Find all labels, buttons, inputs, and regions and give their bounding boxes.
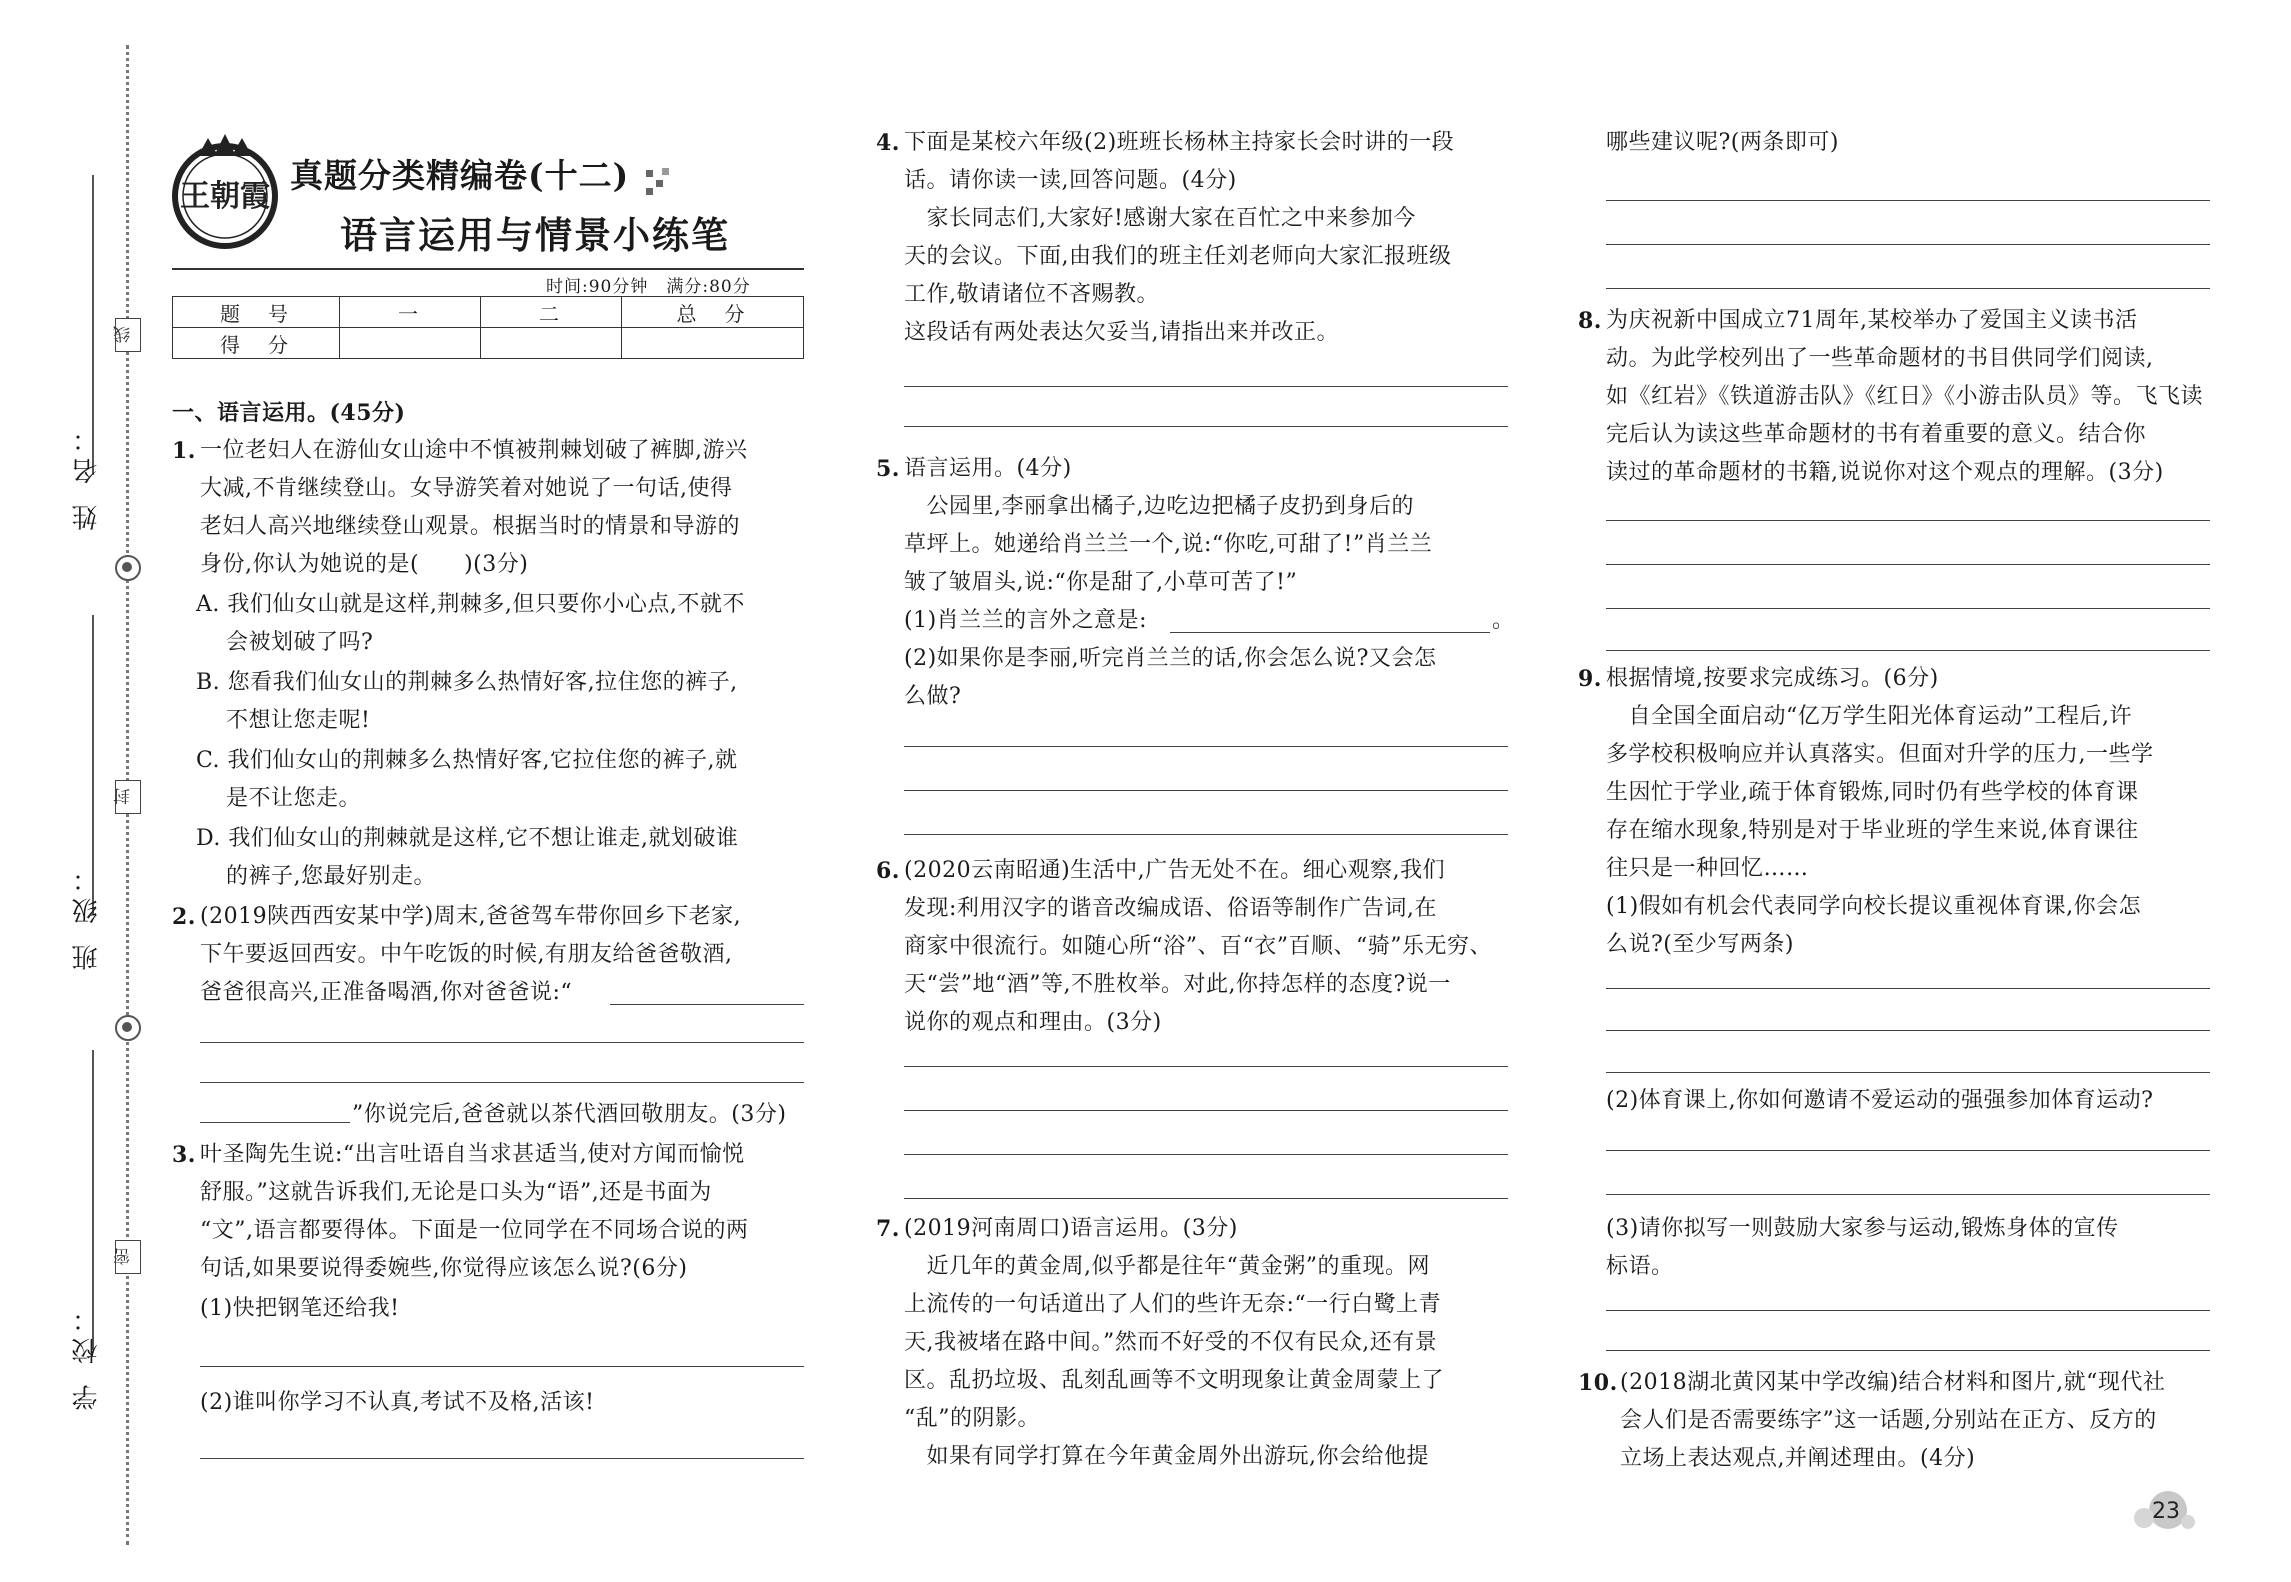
q9-sub2: (2)体育课上,你如何邀请不爱运动的强强参加体育运动? [1606, 1088, 2154, 1113]
page-number: 23 [2152, 1499, 2180, 1524]
score-cell-part1[interactable] [340, 328, 481, 359]
scissor-icon [115, 1015, 141, 1041]
answer-line[interactable] [200, 1082, 804, 1083]
option-c[interactable]: C. 我们仙女山的荆棘多么热情好客,它拉住您的裤子,就 [196, 748, 738, 773]
q9-line: 往只是一种回忆…… [1606, 856, 1809, 881]
q7-line: 区。乱扔垃圾、乱刻乱画等不文明现象让黄金周蒙上了 [904, 1368, 1445, 1393]
question-number: 4. [876, 130, 900, 156]
seal-mark-mi: 密 [115, 1240, 141, 1274]
q2-line: (2019陕西西安某中学)周末,爸爸驾车带你回乡下老家, [200, 904, 742, 929]
score-header-part1: 一 [340, 297, 481, 328]
answer-line[interactable] [904, 1198, 1508, 1199]
class-label: 班 级： [72, 860, 102, 971]
q1-line: 大减,不肯继续登山。女导游笑着对她说了一句话,使得 [200, 476, 733, 501]
q3-sub2: (2)谁叫你学习不认真,考试不及格,活该! [200, 1390, 595, 1415]
answer-line[interactable] [200, 1122, 350, 1123]
score-header-total: 总 分 [622, 297, 804, 328]
q2-line: 爸爸很高兴,正准备喝酒,你对爸爸说:“ [200, 980, 573, 1005]
answer-line[interactable] [904, 790, 1508, 791]
answer-line[interactable] [1606, 1072, 2210, 1073]
q9-line: 多学校积极响应并认真落实。但面对升学的压力,一些学 [1606, 742, 2154, 767]
header-rule [172, 268, 804, 270]
q5-sub2: (2)如果你是李丽,听完肖兰兰的话,你会怎么说?又会怎 [904, 646, 1437, 671]
option-a-cont: 会被划破了吗? [226, 630, 374, 655]
answer-line[interactable] [904, 1154, 1508, 1155]
q4-line: 这段话有两处表达欠妥当,请指出来并改正。 [904, 320, 1339, 345]
time-info: 时间:90分钟 满分:80分 [546, 277, 751, 297]
q4-line: 工作,敬请诸位不吝赐教。 [904, 282, 1159, 307]
seal-mark-feng: 封 [115, 780, 141, 814]
q4-line: 下面是某校六年级(2)班班长杨林主持家长会时讲的一段 [904, 130, 1455, 155]
score-cell-part2[interactable] [481, 328, 622, 359]
question-number: 2. [172, 904, 196, 930]
decor-pixel [656, 180, 663, 187]
answer-line[interactable] [200, 1366, 804, 1367]
q2-end: ”你说完后,爸爸就以茶代酒回敬朋友。(3分) [352, 1102, 787, 1127]
q7-cont: 哪些建议呢?(两条即可) [1606, 130, 1839, 155]
answer-line[interactable] [610, 1004, 804, 1005]
score-header-label: 题 号 [173, 297, 340, 328]
q3-sub1: (1)快把钢笔还给我! [200, 1296, 400, 1321]
q1-line: 身份,你认为她说的是( )(3分) [200, 552, 529, 577]
score-table [172, 296, 804, 359]
answer-line[interactable] [1606, 1150, 2210, 1151]
q9-sub3: (3)请你拟写一则鼓励大家参与运动,锻炼身体的宣传 [1606, 1216, 2119, 1241]
q9-line: 自全国全面启动“亿万学生阳光体育运动”工程后,许 [1606, 704, 2132, 729]
score-header-part2: 二 [481, 297, 622, 328]
q7-line: 上流传的一句话道出了人们的些许无奈:“一行白鹭上青 [904, 1292, 1442, 1317]
q5-sub1: (1)肖兰兰的言外之意是: [904, 608, 1148, 633]
q7-line: 如果有同学打算在今年黄金周外出游玩,你会给他提 [904, 1444, 1429, 1469]
answer-line[interactable] [200, 1458, 804, 1459]
q10-line: 立场上表达观点,并阐述理由。(4分) [1620, 1446, 1976, 1471]
question-number: 1. [172, 438, 196, 464]
answer-line[interactable] [1606, 608, 2210, 609]
q9-line: 生因忙于学业,疏于体育锻炼,同时仍有些学校的体育课 [1606, 780, 2139, 805]
seal-mark-xian: 线 [115, 318, 141, 352]
q7-line: 天,我被堵在路中间。”然而不好受的不仅有民众,还有景 [904, 1330, 1438, 1355]
q5-line: 草坪上。她递给肖兰兰一个,说:“你吃,可甜了!”肖兰兰 [904, 532, 1433, 557]
q1-line: 一位老妇人在游仙女山途中不慎被荆棘划破了裤脚,游兴 [200, 438, 748, 463]
logo-text: 王朝霞 [180, 179, 270, 214]
question-number: 7. [876, 1216, 900, 1242]
answer-line[interactable] [1606, 1194, 2210, 1195]
question-number: 8. [1578, 308, 1602, 334]
option-b[interactable]: B. 您看我们仙女山的荆棘多么热情好客,拉住您的裤子, [196, 670, 738, 695]
option-d-cont: 的裤子,您最好别走。 [226, 864, 436, 889]
q6-line: 天“尝”地“酒”等,不胜枚举。对此,你持怎样的态度?说一 [904, 972, 1451, 997]
answer-line[interactable] [904, 746, 1508, 747]
q9-sub1: (1)假如有机会代表同学向校长提议重视体育课,你会怎 [1606, 894, 2142, 919]
q9-sub1-cont: 么说?(至少写两条) [1606, 932, 1794, 957]
answer-line[interactable] [904, 386, 1508, 387]
q8-line: 为庆祝新中国成立71周年,某校举办了爱国主义读书活 [1606, 308, 2138, 333]
answer-line[interactable] [904, 834, 1508, 835]
section-title: 一、语言运用。(45分) [172, 400, 406, 426]
q3-line: “文”,语言都要得体。下面是一位同学在不同场合说的两 [200, 1218, 749, 1243]
q7-line: 近几年的黄金周,似乎都是往年“黄金粥”的重现。网 [904, 1254, 1430, 1279]
q2-line: 下午要返回西安。中午吃饭的时候,有朋友给爸爸敬酒, [200, 942, 733, 967]
q5-line: 皱了皱眉头,说:“你是甜了,小草可苦了!” [904, 570, 1298, 595]
option-d[interactable]: D. 我们仙女山的荆棘就是这样,它不想让谁走,就划破谁 [196, 826, 739, 851]
answer-line[interactable] [904, 1110, 1508, 1111]
q10-line: 会人们是否需要练字”这一话题,分别站在正方、反方的 [1620, 1408, 2157, 1433]
decor-pixel [662, 168, 669, 175]
score-cell-total[interactable] [622, 328, 804, 359]
answer-line[interactable] [1606, 288, 2210, 289]
q6-line: 发现:利用汉字的谐音改编成语、俗语等制作广告词,在 [904, 896, 1437, 921]
q8-line: 动。为此学校列出了一些革命题材的书目供同学们阅读, [1606, 346, 2154, 371]
answer-line[interactable] [1606, 200, 2210, 201]
q1-line: 老妇人高兴地继续登山观景。根据当时的情景和导游的 [200, 514, 741, 539]
q5-period: 。 [1492, 608, 1515, 633]
q3-line: 句话,如果要说得委婉些,你觉得应该怎么说?(6分) [200, 1256, 688, 1281]
q9-line: 根据情境,按要求完成练习。(6分) [1606, 666, 1939, 691]
q5-line: 语言运用。(4分) [904, 456, 1072, 481]
q5-sub2-cont: 么做? [904, 684, 962, 709]
name-label: 姓 名： [72, 420, 102, 531]
q6-line: 商家中很流行。如随心所“浴”、百“衣”百顺、“骑”乐无穷、 [904, 934, 1492, 959]
q9-sub3-cont: 标语。 [1606, 1254, 1674, 1279]
answer-line[interactable] [1606, 1350, 2210, 1351]
q8-line: 如《红岩》《铁道游击队》《红日》《小游击队员》等。飞飞读 [1606, 384, 2204, 409]
q9-line: 存在缩水现象,特别是对于毕业班的学生来说,体育课往 [1606, 818, 2139, 843]
q4-line: 家长同志们,大家好!感谢大家在百忙之中来参加今 [904, 206, 1416, 231]
q10-line: (2018湖北黄冈某中学改编)结合材料和图片,就“现代社 [1620, 1370, 2166, 1395]
decor-pixel [646, 188, 653, 195]
answer-line[interactable] [1606, 1030, 2210, 1031]
question-number: 6. [876, 858, 900, 884]
answer-line[interactable] [1606, 988, 2210, 989]
page-title: 语言运用与情景小练笔 [340, 213, 730, 257]
q6-line: 说你的观点和理由。(3分) [904, 1010, 1162, 1035]
option-c-cont: 是不让您走。 [226, 786, 362, 811]
q5-line: 公园里,李丽拿出橘子,边吃边把橘子皮扔到身后的 [904, 494, 1414, 519]
series-title: 真题分类精编卷(十二) [290, 156, 630, 195]
answer-line[interactable] [1606, 564, 2210, 565]
answer-line[interactable] [904, 426, 1508, 427]
q4-line: 天的会议。下面,由我们的班主任刘老师向大家汇报班级 [904, 244, 1452, 269]
answer-line[interactable] [1606, 244, 2210, 245]
q8-line: 完后认为读这些革命题材的书有着重要的意义。结合你 [1606, 422, 2147, 447]
option-a[interactable]: A. 我们仙女山就是这样,荆棘多,但只要你小心点,不就不 [196, 592, 745, 617]
q7-line: (2019河南周口)语言运用。(3分) [904, 1216, 1238, 1241]
q8-line: 读过的革命题材的书籍,说说你对这个观点的理解。(3分) [1606, 460, 2164, 485]
question-number: 3. [172, 1142, 196, 1168]
answer-line[interactable] [1606, 1310, 2210, 1311]
score-row-label: 得 分 [173, 328, 340, 359]
answer-line[interactable] [904, 1066, 1508, 1067]
logo-seal [160, 128, 290, 258]
question-number: 10. [1578, 1370, 1618, 1396]
answer-line[interactable] [1170, 632, 1490, 633]
decor-pixel [646, 170, 653, 177]
school-label: 学 校： [72, 1300, 102, 1411]
question-number: 9. [1578, 666, 1602, 692]
scissor-icon [115, 555, 141, 581]
answer-line[interactable] [1606, 520, 2210, 521]
option-b-cont: 不想让您走呢! [226, 708, 371, 733]
q4-line: 话。请你读一读,回答问题。(4分) [904, 168, 1237, 193]
question-number: 5. [876, 456, 900, 482]
answer-line[interactable] [200, 1042, 804, 1043]
q3-line: 舒服。”这就告诉我们,无论是口头为“语”,还是书面为 [200, 1180, 712, 1205]
q6-line: (2020云南昭通)生活中,广告无处不在。细心观察,我们 [904, 858, 1446, 883]
page-number-badge [2130, 1488, 2196, 1534]
answer-line[interactable] [1606, 650, 2210, 651]
q7-line: “乱”的阴影。 [904, 1406, 1040, 1431]
q3-line: 叶圣陶先生说:“出言吐语自当求甚适当,使对方闻而愉悦 [200, 1142, 745, 1167]
